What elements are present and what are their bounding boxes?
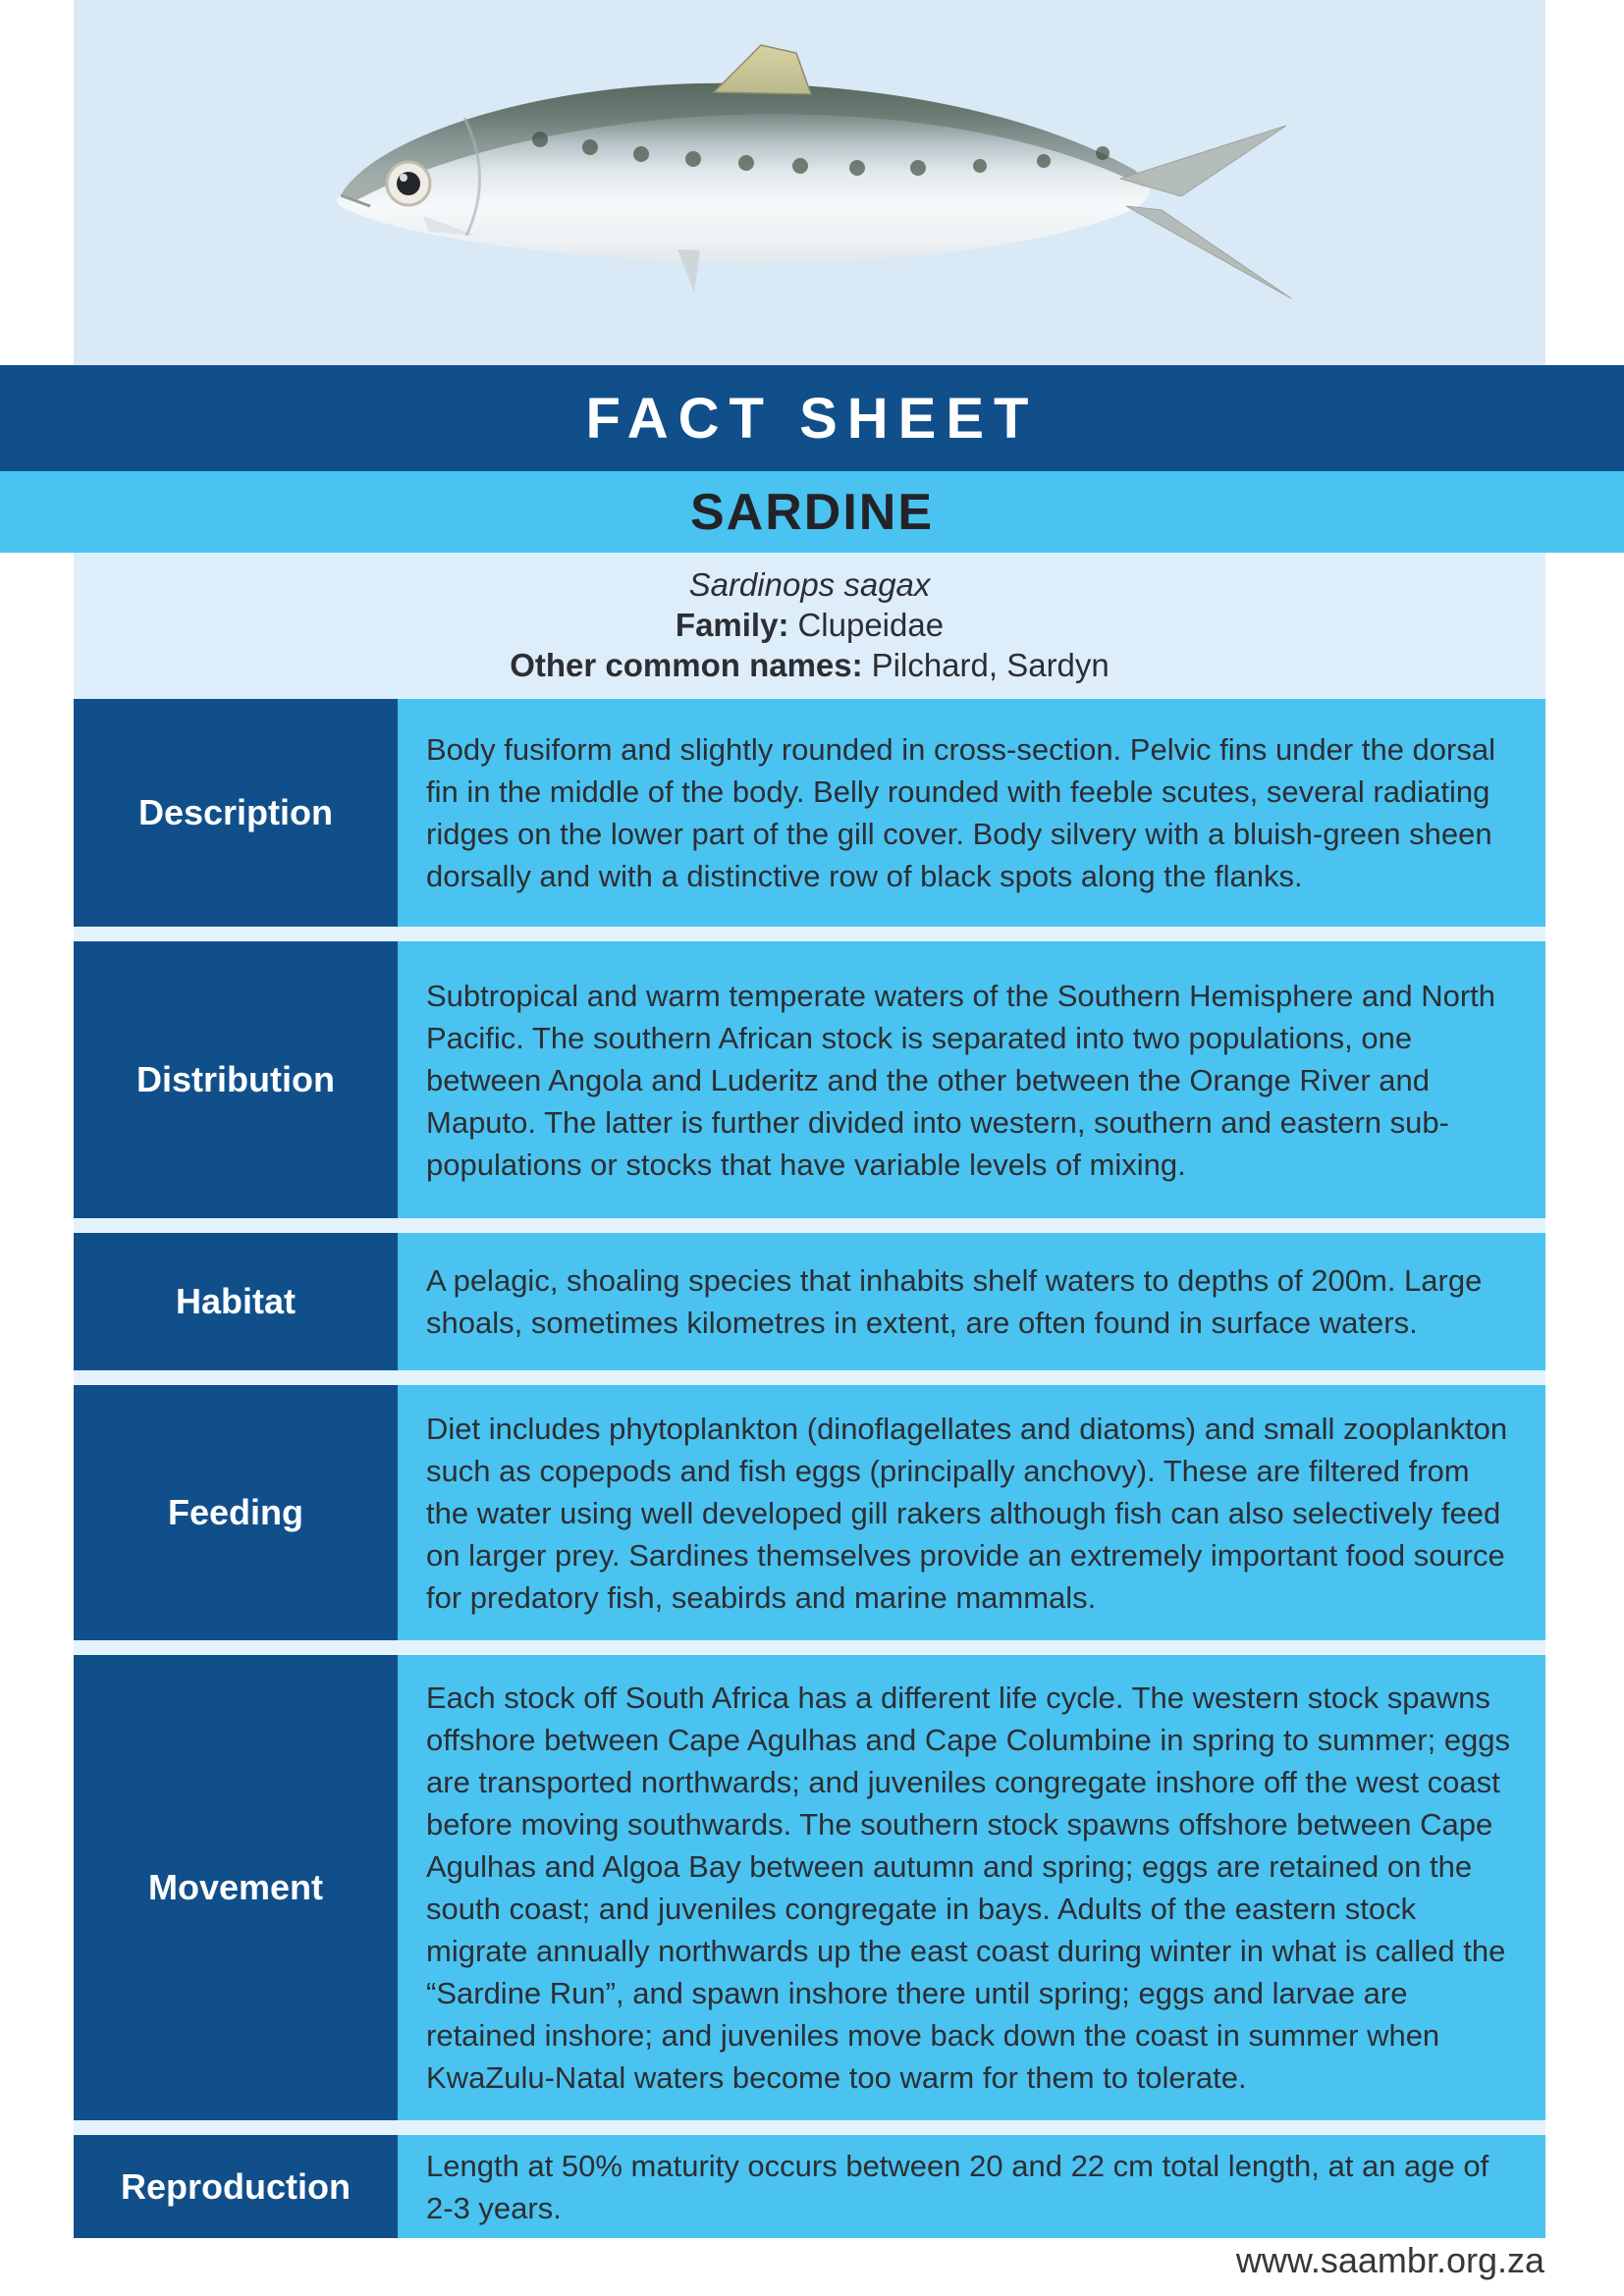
table-row [74, 1385, 1545, 1640]
species-info [74, 553, 1545, 699]
other-names-value: Pilchard, Sardyn [871, 647, 1110, 683]
fish-eye [387, 162, 430, 205]
fact-table [74, 699, 1545, 2238]
row-separator [74, 2120, 1545, 2135]
family-line [74, 605, 1545, 645]
row-text-movement: Each stock off South Africa has a different life cycle. The western stock spawns offshore between Cape Agulhas and Cape Columbine in spring to summer; eggs are transported northwards; and juveniles congregate inshore off the west coast before moving southwards. The southern stock spawns offshore between Cape Agulhas and Algoa Bay between autumn and spring; eggs are retained on the south coast; and juveniles congregate in bays. Adults of the eastern stock migrate annually northwards up the east coast during winter in what is called the “Sardine Run”, and spawn inshore there until spring; eggs and larvae are retained inshore; and juveniles move back down the coast in summer when KwaZulu-Natal waters become too warm for them to tolerate. [398, 1655, 1545, 2120]
table-row [74, 1655, 1545, 2120]
species-title: SARDINE [689, 483, 935, 541]
row-separator [74, 1370, 1545, 1385]
family-label: Family: [675, 607, 789, 643]
pelvic-fin [677, 249, 700, 293]
row-label-distribution: Distribution [74, 941, 398, 1218]
row-text-reproduction: Length at 50% maturity occurs between 20 and 22 cm total length, at an age of 2-3 years. [398, 2135, 1545, 2238]
other-names-label: Other common names: [510, 647, 863, 683]
tail-fin [1120, 126, 1291, 298]
row-label-movement: Movement [74, 1655, 398, 2120]
other-names-line [74, 645, 1545, 685]
header-band [0, 365, 1624, 471]
row-separator [74, 927, 1545, 941]
dorsal-fin [714, 45, 811, 94]
family-value: Clupeidae [797, 607, 945, 643]
row-label-reproduction: Reproduction [74, 2135, 398, 2238]
sardine-photo [241, 22, 1404, 350]
row-text-distribution: Subtropical and warm temperate waters of the Southern Hemisphere and North Pacific. The southern African stock is separated into two populations, one between Angola and Luderitz and the other between the Orange River and Maputo. The latter is further divided into western, southern and eastern sub-populations or stocks that have variable levels of mixing. [398, 941, 1545, 1218]
page-title: FACT SHEET [585, 386, 1039, 451]
row-text-feeding: Diet includes phytoplankton (dinoflagellates and diatoms) and small zooplankton such as copepods and fish eggs (principally anchovy). These are filtered from the water using well developed gill rakers although fish can also selectively feed on larger prey. Sardines themselves provide an extremely important food source for predatory fish, seabirds and marine mammals. [398, 1385, 1545, 1640]
table-row [74, 699, 1545, 927]
row-text-description: Body fusiform and slightly rounded in cross-section. Pelvic fins under the dorsal fin in the middle of the body. Belly rounded with feeble scutes, several radiating ridges on the lower part of the gill cover. Body silvery with a bluish-green sheen dorsally and with a distinctive row of black spots along the flanks. [398, 699, 1545, 927]
table-row [74, 1233, 1545, 1370]
row-label-feeding: Feeding [74, 1385, 398, 1640]
photo-panel [74, 0, 1545, 365]
scientific-name: Sardinops sagax [688, 566, 931, 603]
row-label-description: Description [74, 699, 398, 927]
row-separator [74, 1218, 1545, 1233]
row-label-habitat: Habitat [74, 1233, 398, 1370]
title-band [0, 471, 1624, 553]
footer [1236, 2240, 1544, 2281]
row-separator [74, 1640, 1545, 1655]
row-text-habitat: A pelagic, shoaling species that inhabits shelf waters to depths of 200m. Large shoals, sometimes kilometres in extent, are often found in surface waters. [398, 1233, 1545, 1370]
table-row [74, 941, 1545, 1218]
website-link[interactable]: www.saambr.org.za [1235, 2240, 1544, 2280]
table-row [74, 2135, 1545, 2238]
